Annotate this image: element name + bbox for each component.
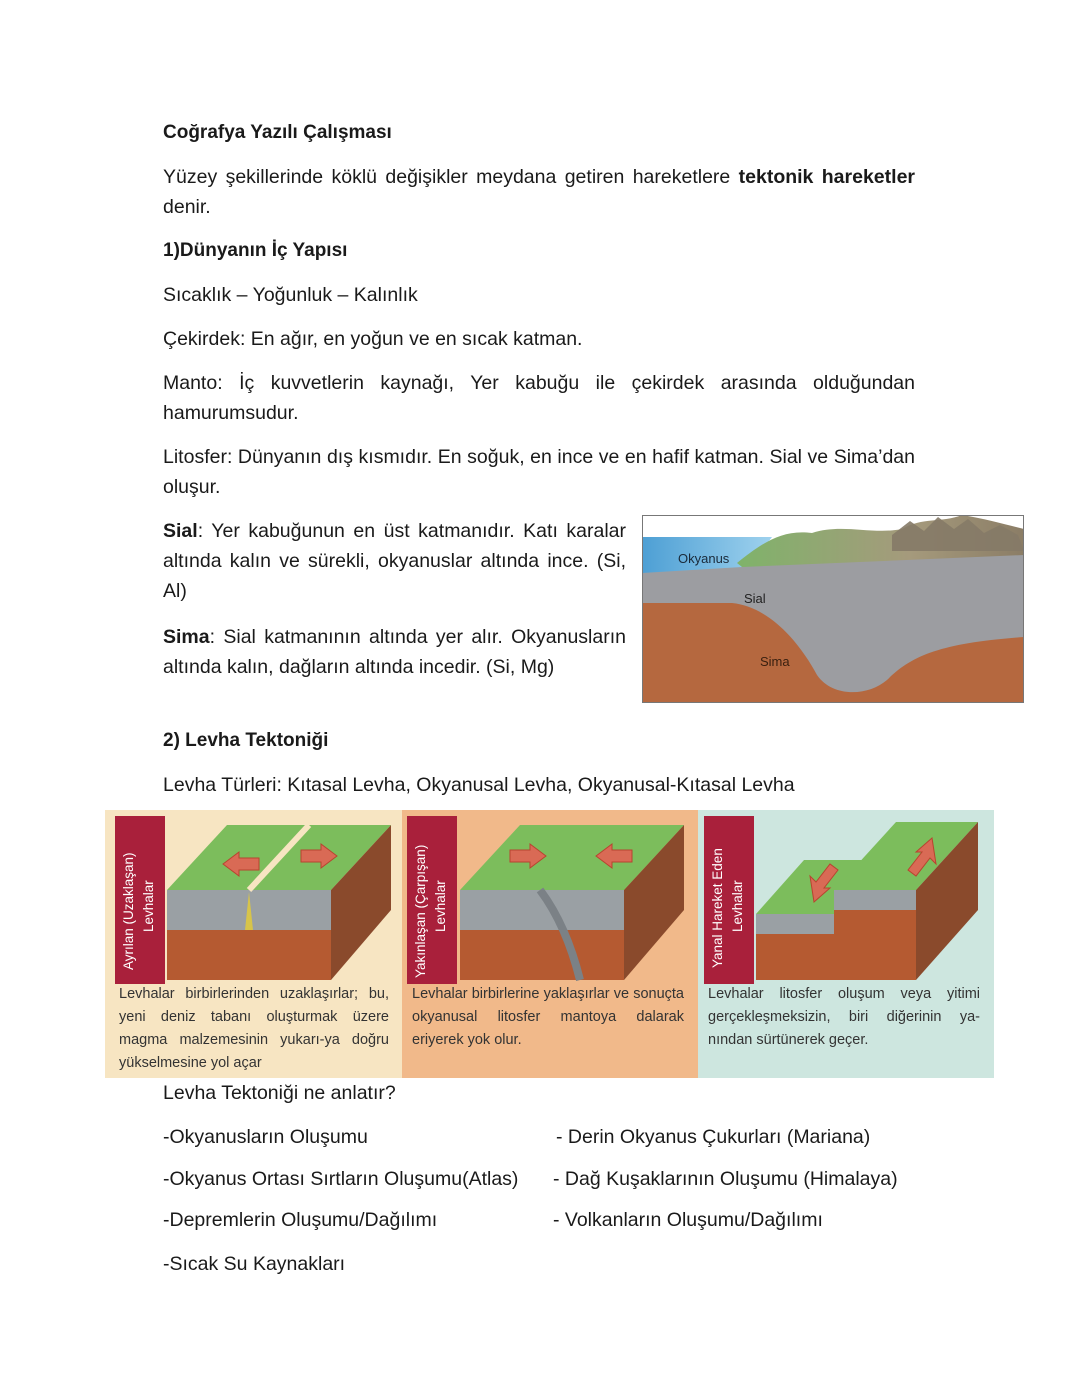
sima-label: Sima <box>760 654 790 669</box>
panel-transform-label2: Levhalar <box>730 880 745 932</box>
panel-divergent-label2: Levhalar <box>141 880 156 932</box>
cekirdek-line: Çekirdek: En ağır, en yoğun ve en sıcak katman. <box>163 328 583 350</box>
panel-divergent-label1: Ayrılan (Uzaklaşan) <box>121 852 136 970</box>
section1-heading: 1)Dünyanın İç Yapısı <box>163 240 348 261</box>
section2-heading: 2) Levha Tektoniği <box>163 730 329 751</box>
sima-text: : Sial katmanının altında yer alır. Okyanusların altında kalın, dağların altında incedir. (Si, Mg) <box>163 626 626 678</box>
sial-text: : Yer kabuğunun en üst katmanıdır. Katı karalar altında kalın ve sürekli, okyanuslar altında ince. (Si, Al) <box>163 520 626 602</box>
sial-term: Sial <box>163 520 198 542</box>
panel-divergent <box>105 810 402 1078</box>
left-item-3: -Depremlerin Oluşumu/Dağılımı <box>163 1209 438 1231</box>
criteria-line: Sıcaklık – Yoğunluk – Kalınlık <box>163 284 418 306</box>
litosfer-paragraph: Litosfer: Dünyanın dış kısmıdır. En soğuk, en ince ve en hafif katman. Sial ve Sima’dan oluşur. <box>163 446 915 498</box>
intro-paragraph <box>163 162 915 222</box>
plate-types-line: Levha Türleri: Kıtasal Levha, Okyanusal Levha, Okyanusal-Kıtasal Levha <box>163 774 795 796</box>
transform-block <box>756 820 986 990</box>
left-item-4: -Sıcak Su Kaynakları <box>163 1253 346 1275</box>
intro-bold: tektonik hareketler <box>738 166 915 188</box>
panel-convergent-caption: Levhalar birbirlerine yaklaşırlar ve sonuçta okyanusal litosfer mantoya dalarak eriyerek yok olur. <box>412 986 684 1048</box>
divergent-block <box>167 820 397 990</box>
left-item-2: -Okyanus Ortası Sırtların Oluşumu(Atlas) <box>163 1168 519 1190</box>
sima-paragraph <box>163 622 626 682</box>
panel-convergent-label1: Yakınlaşan (Çarpışan) <box>413 844 428 978</box>
panel-convergent-labelbar <box>407 816 457 984</box>
sial-paragraph <box>163 516 626 606</box>
convergent-block <box>460 820 690 990</box>
panel-transform-label1: Yanal Hareket Eden <box>710 848 725 968</box>
crust-diagram <box>642 515 1024 703</box>
manto-paragraph: Manto: İç kuvvetlerin kaynağı, Yer kabuğu ile çekirdek arasında olduğundan hamurumsudur. <box>163 372 915 424</box>
intro-pre: Yüzey şekillerinde köklü değişikler meydana getiren hareketlere <box>163 166 739 188</box>
page-title: Coğrafya Yazılı Çalışması <box>163 122 392 143</box>
left-item-1: -Okyanusların Oluşumu <box>163 1126 368 1148</box>
panel-transform-labelbar <box>704 816 754 984</box>
right-item-1: - Derin Okyanus Çukurları (Mariana) <box>556 1126 871 1148</box>
plate-figure <box>105 810 994 1078</box>
right-item-3: - Volkanların Oluşumu/Dağılımı <box>553 1209 823 1231</box>
sial-label: Sial <box>744 591 766 606</box>
panel-transform <box>698 810 994 1078</box>
intro-post: denir. <box>163 196 211 218</box>
panel-divergent-labelbar <box>115 816 165 984</box>
question-line: Levha Tektoniği ne anlatır? <box>163 1082 396 1104</box>
panel-convergent <box>402 810 698 1078</box>
okyanus-label: Okyanus <box>678 551 730 566</box>
panel-divergent-caption: Levhalar birbirlerinden uzaklaşırlar; bu, yeni deniz tabanı oluşturmak üzere magma malzemesinin yukarı-ya doğru yükselmesine yol açar <box>119 986 389 1071</box>
right-item-2: - Dağ Kuşaklarının Oluşumu (Himalaya) <box>553 1168 898 1190</box>
panel-convergent-label2: Levhalar <box>433 880 448 932</box>
sima-term: Sima <box>163 626 210 648</box>
panel-transform-caption: Levhalar litosfer oluşum veya yitimi gerçekleşmeksizin, biri diğerinin ya-nından sürtünerek geçer. <box>708 986 980 1048</box>
